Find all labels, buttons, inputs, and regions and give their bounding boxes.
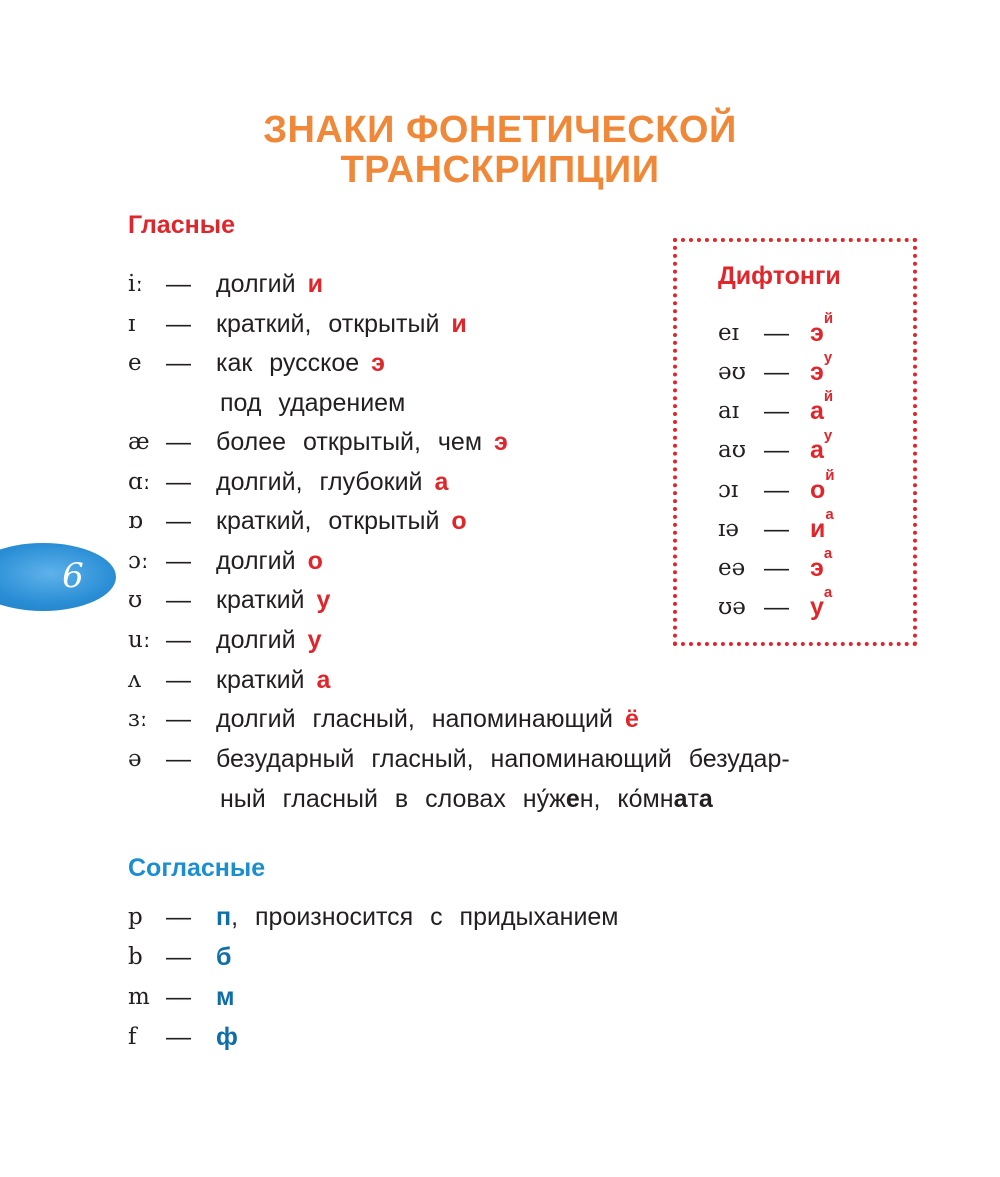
schwa-bold-letter: а (698, 785, 713, 813)
vowel-text: долгий (216, 547, 296, 575)
diphthong-letter: и (810, 515, 826, 543)
diphthongs-heading: Дифтонги (718, 262, 841, 290)
vowel-text: как русское (216, 349, 360, 377)
vowel-description (216, 620, 321, 660)
consonant-symbol: p (128, 904, 143, 930)
vowel-text: долгий (216, 626, 296, 654)
dash: — (166, 349, 191, 377)
schwa-bold-letter: е (565, 785, 580, 813)
dash: — (166, 903, 191, 931)
consonants-heading: Согласные (128, 854, 266, 882)
consonant-symbol: f (128, 1024, 137, 1050)
diphthong-letter: о (810, 476, 826, 504)
diphthong-value (810, 310, 834, 353)
vowel-letter: э (371, 349, 385, 377)
vowel-symbol: ɜː (128, 706, 148, 732)
diphthong-letter: а (810, 397, 824, 425)
dash: — (764, 593, 789, 621)
diphthong-letter: э (810, 358, 824, 386)
vowel-letter: у (307, 626, 322, 654)
vowel-letter: ё (624, 705, 639, 733)
consonant-letter: ф (216, 1023, 238, 1051)
diphthong-symbol: ɔɪ (718, 477, 739, 503)
vowel-letter: о (307, 547, 323, 575)
page-number: 6 (62, 556, 84, 596)
diphthong-value (810, 349, 833, 392)
vowel-description: безударный гласный, напоминающий безудар- (216, 745, 790, 773)
vowel-symbol: ɔː (128, 548, 149, 574)
vowel-text: долгий (216, 270, 296, 298)
vowel-description (216, 304, 467, 344)
vowel-text: краткий, открытый (216, 310, 440, 338)
vowel-description (216, 660, 330, 700)
diphthong-letter: а (810, 436, 824, 464)
diphthong-value (810, 388, 834, 431)
diphthong-symbol: aɪ (718, 398, 740, 424)
vowel-letter: и (451, 310, 467, 338)
schwa-text: т (687, 785, 699, 813)
dash: — (166, 666, 191, 694)
page-title (0, 110, 1000, 190)
vowels-heading: Гласные (128, 211, 235, 239)
dash: — (764, 476, 789, 504)
vowel-text: долгий, глубокий (216, 468, 423, 496)
diphthong-value (810, 545, 833, 588)
vowel-description (216, 422, 508, 462)
diphthong-symbol: eɪ (718, 320, 739, 346)
vowel-letter: и (307, 270, 323, 298)
vowel-symbol: ɒ (128, 508, 143, 534)
diphthongs-box (673, 238, 917, 646)
dash: — (764, 397, 789, 425)
consonant-letter: п (216, 903, 232, 931)
vowel-symbol: iː (128, 271, 144, 297)
schwa-text: ный гласный в словах ну́ (220, 785, 550, 813)
dash: — (764, 436, 789, 464)
dash: — (166, 983, 191, 1011)
vowel-symbol: ʌ (128, 667, 141, 693)
vowel-description (216, 699, 639, 739)
dash: — (166, 705, 191, 733)
vowel-description (216, 580, 330, 620)
title-line-1: ЗНАКИ ФОНЕТИЧЕСКОЙ (263, 109, 737, 151)
vowel-description (216, 541, 323, 581)
vowel-description (216, 462, 448, 502)
dash: — (764, 554, 789, 582)
diphthong-symbol: ʊə (718, 594, 746, 620)
dash: — (166, 586, 191, 614)
diphthong-sup: й (823, 388, 834, 405)
dash: — (166, 507, 191, 535)
vowel-text: краткий (216, 666, 305, 694)
diphthong-sup: й (825, 467, 835, 484)
vowel-letter: у (316, 586, 331, 614)
dash: — (166, 428, 191, 456)
consonant-symbol: b (128, 944, 143, 970)
diphthong-symbol: əʊ (718, 359, 746, 385)
title-line-2: ТРАНСКРИПЦИИ (340, 149, 660, 191)
diphthong-sup: у (823, 349, 833, 366)
diphthong-value (810, 467, 835, 510)
consonant-description (216, 937, 231, 977)
vowel-text: краткий, открытый (216, 507, 440, 535)
schwa-example-text (220, 779, 713, 819)
vowel-symbol: e (128, 350, 142, 376)
vowel-symbol: ɪ (128, 311, 136, 337)
vowel-description (216, 501, 467, 541)
dash: — (166, 310, 191, 338)
dash: — (166, 270, 191, 298)
vowel-symbol: uː (128, 627, 151, 653)
diphthong-sup: а (823, 545, 833, 562)
consonant-letter: м (216, 983, 235, 1011)
dash: — (764, 319, 789, 347)
vowel-letter: а (434, 468, 449, 496)
diphthong-sup: а (825, 506, 834, 523)
diphthong-sup: у (823, 427, 833, 444)
vowel-symbol: ɑː (128, 469, 151, 495)
schwa-letter: ж (549, 785, 566, 813)
consonant-description (216, 1017, 238, 1057)
vowel-text: более открытый, чем (216, 428, 483, 456)
diphthong-letter: э (810, 319, 824, 347)
dash: — (166, 745, 191, 773)
dash: — (166, 943, 191, 971)
vowel-description (216, 343, 385, 383)
consonant-symbol: m (128, 984, 150, 1010)
consonant-letter: б (216, 943, 232, 971)
dash: — (764, 515, 789, 543)
diphthong-value (810, 506, 834, 549)
dash: — (764, 358, 789, 386)
diphthong-sup: а (823, 584, 833, 601)
dash: — (166, 626, 191, 654)
diphthong-symbol: ɪə (718, 516, 739, 542)
diphthong-symbol: aʊ (718, 437, 746, 463)
diphthong-value (810, 584, 833, 627)
vowel-letter: о (451, 507, 467, 535)
dash: — (166, 1023, 191, 1051)
consonant-text: , произносится с придыханием (231, 903, 619, 931)
consonant-description (216, 977, 235, 1017)
diphthong-symbol: eə (718, 555, 746, 581)
schwa-bold-letter: а (673, 785, 688, 813)
vowel-text: долгий гласный, напоминающий (216, 705, 613, 733)
consonant-description (216, 897, 619, 937)
vowel-symbol: ə (128, 746, 142, 772)
vowel-symbol: ʊ (128, 587, 143, 613)
vowel-letter: а (316, 666, 331, 694)
vowel-text: под ударением (220, 389, 406, 417)
dash: — (166, 547, 191, 575)
schwa-text: н, ко́мн (579, 785, 674, 813)
vowel-description (216, 264, 323, 304)
vowel-text: краткий (216, 586, 305, 614)
vowel-letter: э (494, 428, 508, 456)
diphthong-value (810, 427, 833, 470)
diphthong-letter: у (810, 593, 824, 621)
vowel-symbol: æ (128, 429, 150, 455)
dash: — (166, 468, 191, 496)
diphthong-letter: э (810, 554, 824, 582)
diphthong-sup: й (823, 310, 834, 327)
